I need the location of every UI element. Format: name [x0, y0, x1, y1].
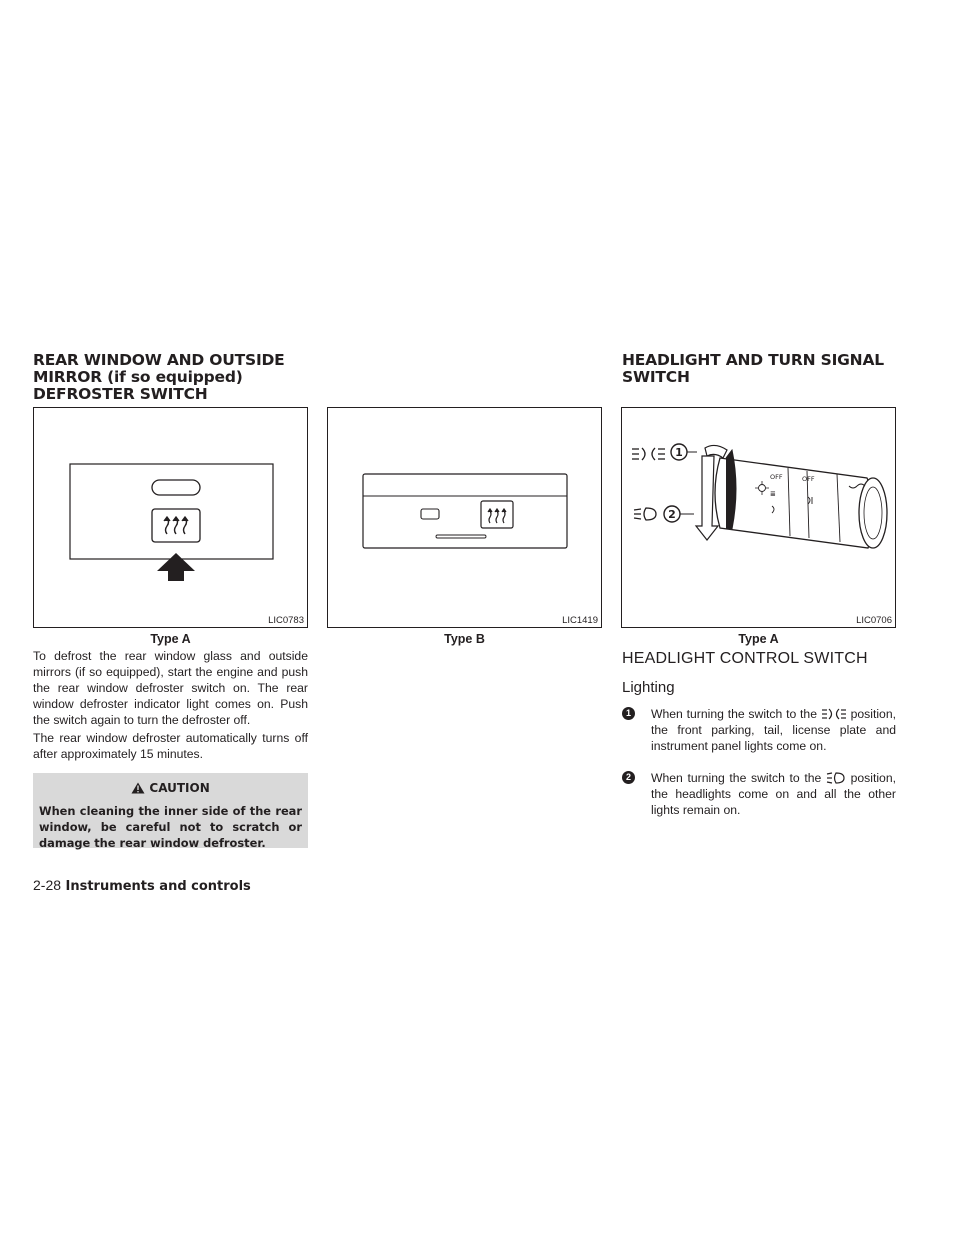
figure-defroster-type-b [327, 407, 602, 628]
list-item: 1 When turning the switch to the position, the front parking, tail, license plate and instrument panel lights come on. [622, 706, 896, 756]
defrost-paragraph: To defrost the rear window glass and outside mirrors (if so equipped), start the engine and push the rear window defroster switch on. The rear window defroster indicator light comes on. Push the switch again to turn the defroster off. [33, 649, 308, 727]
figure-caption: Type A [738, 632, 779, 646]
figure-defroster-type-a [33, 407, 308, 628]
switch-label-off: OFF [770, 473, 783, 481]
parking-light-icon [821, 708, 847, 720]
caution-box [33, 773, 308, 848]
list-item: 2 When turning the switch to the position, the headlights come on and all the other lights remain on. [622, 770, 896, 820]
chapter-title: Instruments and controls [65, 879, 251, 894]
headlight-icon [826, 772, 846, 784]
svg-text:≣: ≣ [770, 490, 776, 498]
callout-2: 2 [668, 508, 676, 521]
warning-icon [131, 782, 145, 794]
parking-light-icon [632, 448, 665, 460]
switch-label-off: OFF [802, 475, 815, 483]
figure-headlight-switch [621, 407, 896, 628]
callout-1: 1 [675, 446, 683, 459]
figure-caption: Type A [150, 632, 191, 646]
page-number: 2-28 [33, 877, 62, 893]
page-footer [33, 877, 251, 895]
caution-text: When cleaning the inner side of the rear window, be careful not to scratch or damage the rear window defroster. [39, 804, 302, 850]
callout-number: 1 [622, 707, 635, 720]
figure-caption: Type B [444, 632, 485, 646]
caution-title: CAUTION [33, 773, 308, 797]
defrost-paragraph: The rear window defroster automatically turns off after approximately 15 minutes. [33, 731, 308, 761]
figure-code: LIC1419 [562, 615, 598, 626]
subsection-title: HEADLIGHT CONTROL SWITCH [622, 650, 868, 667]
headlight-icon [634, 508, 656, 520]
defroster-switch-type-a-illustration [34, 408, 307, 627]
figure-code: LIC0706 [856, 615, 892, 626]
section-heading-headlight: HEADLIGHT AND TURN SIGNAL SWITCH [622, 351, 884, 386]
defroster-switch-type-b-illustration [328, 408, 601, 627]
figure-code: LIC0783 [268, 615, 304, 626]
headlight-switch-illustration [622, 408, 895, 627]
callout-number: 2 [622, 771, 635, 784]
subsection-subtitle: Lighting [622, 679, 675, 696]
section-heading-defroster: REAR WINDOW AND OUTSIDE MIRROR (if so equipped) DEFROSTER SWITCH [33, 351, 285, 403]
